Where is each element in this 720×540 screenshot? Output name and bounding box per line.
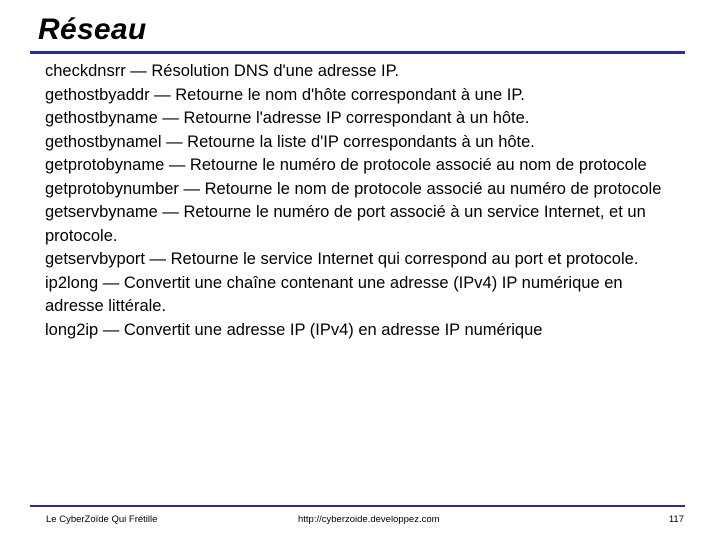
function-list xyxy=(45,60,685,342)
list-item: getprotobyname — Retourne le numéro de protocole associé au nom de protocole xyxy=(45,156,647,174)
list-item: gethostbyname — Retourne l'adresse IP correspondant à un hôte. xyxy=(45,109,530,127)
list-item: ip2long — Convertit une chaîne contenant une adresse (IPv4) IP numérique en adresse littérale. xyxy=(45,273,623,315)
list-item: getprotobynumber — Retourne le nom de protocole associé au numéro de protocole xyxy=(45,179,662,198)
list-item: getservbyname — Retourne le numéro de port associé à un service Internet, et un protocole. xyxy=(45,203,646,245)
list-item: checkdnsrr — Résolution DNS d'une adresse IP. xyxy=(45,62,400,80)
footer-author: Le CyberZoïde Qui Frétille xyxy=(46,514,158,525)
footer-url[interactable]: http://cyberzoide.developpez.com xyxy=(298,514,440,525)
title-underline xyxy=(30,51,685,54)
page-number: 117 xyxy=(668,514,684,525)
list-item: getservbyport — Retourne le service Internet qui correspond au port et protocole. xyxy=(45,250,639,268)
list-item: gethostbyaddr — Retourne le nom d'hôte correspondant à une IP. xyxy=(45,85,525,104)
footer-divider xyxy=(30,505,685,507)
list-item: gethostbynamel — Retourne la liste d'IP correspondants à un hôte. xyxy=(45,132,535,151)
slide-title: Réseau xyxy=(38,13,147,46)
list-item: long2ip — Convertit une adresse IP (IPv4) en adresse IP numérique xyxy=(45,320,543,339)
